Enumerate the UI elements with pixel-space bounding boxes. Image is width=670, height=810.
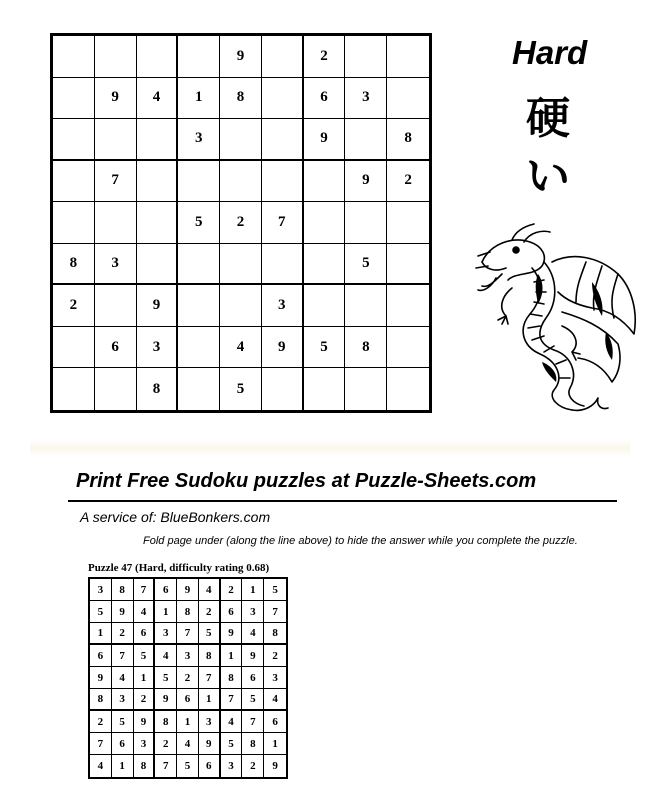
puzzle-cell [262, 368, 304, 410]
puzzle-cell: 6 [304, 78, 346, 120]
solution-cell: 6 [177, 689, 199, 711]
puzzle-cell [53, 327, 95, 369]
solution-cell: 5 [199, 623, 221, 645]
puzzle-cell [345, 36, 387, 78]
solution-cell: 8 [177, 601, 199, 623]
solution-cell: 1 [134, 667, 156, 689]
solution-cell: 6 [134, 623, 156, 645]
puzzle-cell [304, 368, 346, 410]
puzzle-cell: 5 [345, 244, 387, 286]
solution-cell: 1 [221, 645, 243, 667]
solution-title: Puzzle 47 (Hard, difficulty rating 0.68) [88, 562, 270, 574]
puzzle-cell [387, 202, 429, 244]
solution-cell: 8 [90, 689, 112, 711]
puzzle-cell [220, 244, 262, 286]
fold-band [30, 440, 630, 456]
puzzle-cell: 9 [304, 119, 346, 161]
dragon-illustration [472, 222, 642, 414]
solution-cell: 7 [221, 689, 243, 711]
puzzle-cell [220, 161, 262, 203]
puzzle-cell: 7 [262, 202, 304, 244]
solution-cell: 6 [264, 711, 286, 733]
puzzle-cell [178, 368, 220, 410]
sudoku-solution-grid [88, 577, 288, 779]
solution-cell: 9 [199, 733, 221, 755]
puzzle-cell [220, 285, 262, 327]
puzzle-cell: 2 [220, 202, 262, 244]
solution-cell: 9 [272, 760, 278, 772]
solution-cell: 3 [177, 645, 199, 667]
puzzle-cell: 9 [220, 36, 262, 78]
solution-cell: 9 [177, 579, 199, 601]
solution-cell: 7 [90, 733, 112, 755]
puzzle-cell [387, 36, 429, 78]
solution-cell: 6 [199, 755, 221, 777]
puzzle-cell [53, 368, 95, 410]
puzzle-cell [53, 202, 95, 244]
solution-cell: 3 [112, 689, 134, 711]
puzzle-cell [387, 368, 429, 410]
puzzle-cell [304, 244, 346, 286]
solution-cell: 7 [264, 601, 286, 623]
sudoku-puzzle-grid [50, 33, 432, 413]
site-title: Print Free Sudoku puzzles at Puzzle-Sheets.com [76, 470, 537, 492]
puzzle-cell: 4 [137, 78, 179, 120]
puzzle-cell [262, 78, 304, 120]
puzzle-cell: 3 [178, 119, 220, 161]
puzzle-cell [137, 161, 179, 203]
puzzle-cell: 2 [387, 161, 429, 203]
solution-cell: 2 [264, 645, 286, 667]
service-credit: A service of: BlueBonkers.com [80, 509, 271, 525]
solution-cell: 8 [242, 733, 264, 755]
puzzle-cell [178, 327, 220, 369]
puzzle-cell [95, 368, 137, 410]
solution-cell: 9 [242, 645, 264, 667]
solution-cell: 2 [112, 623, 134, 645]
solution-cell: 7 [177, 623, 199, 645]
solution-cell: 1 [264, 733, 286, 755]
solution-cell: 1 [242, 579, 264, 601]
puzzle-cell [387, 244, 429, 286]
puzzle-cell: 8 [53, 244, 95, 286]
solution-cell: 3 [221, 755, 243, 777]
kanji-difficulty-label: 硬い [526, 93, 570, 202]
solution-cell: 9 [112, 601, 134, 623]
solution-cell: 5 [264, 579, 286, 601]
solution-cell: 9 [155, 689, 177, 711]
puzzle-cell [53, 119, 95, 161]
solution-cell: 5 [90, 601, 112, 623]
solution-cell: 8 [112, 579, 134, 601]
puzzle-cell: 3 [345, 78, 387, 120]
solution-cell: 8 [199, 645, 221, 667]
solution-cell: 5 [112, 711, 134, 733]
puzzle-cell [95, 285, 137, 327]
puzzle-cell [178, 36, 220, 78]
solution-cell: 1 [199, 689, 221, 711]
puzzle-cell [304, 285, 346, 327]
solution-cell: 5 [155, 667, 177, 689]
solution-cell: 3 [242, 601, 264, 623]
puzzle-cell [262, 36, 304, 78]
solution-cell: 7 [134, 579, 156, 601]
puzzle-cell: 9 [262, 327, 304, 369]
puzzle-cell [387, 78, 429, 120]
solution-cell: 7 [242, 711, 264, 733]
fold-instruction: Fold page under (along the line above) to hide the answer while you complete the puzzle. [143, 535, 578, 547]
solution-cell: 1 [90, 623, 112, 645]
solution-cell: 2 [134, 689, 156, 711]
puzzle-cell: 7 [95, 161, 137, 203]
puzzle-cell [262, 161, 304, 203]
puzzle-cell [387, 285, 429, 327]
solution-cell: 4 [112, 667, 134, 689]
puzzle-cell [137, 202, 179, 244]
solution-cell: 9 [221, 623, 243, 645]
solution-cell: 4 [264, 689, 286, 711]
solution-cell: 4 [134, 601, 156, 623]
puzzle-cell [95, 119, 137, 161]
solution-cell: 4 [221, 711, 243, 733]
solution-cell: 6 [242, 667, 264, 689]
puzzle-cell: 5 [304, 327, 346, 369]
puzzle-cell: 2 [53, 285, 95, 327]
solution-cell: 3 [90, 579, 112, 601]
puzzle-cell [345, 202, 387, 244]
puzzle-cell: 4 [220, 327, 262, 369]
solution-cell: 2 [199, 601, 221, 623]
puzzle-cell: 5 [178, 202, 220, 244]
puzzle-cell [262, 119, 304, 161]
puzzle-cell: 8 [345, 327, 387, 369]
solution-cell: 1 [155, 601, 177, 623]
solution-cell: 8 [221, 667, 243, 689]
difficulty-label: Hard [512, 34, 588, 71]
puzzle-cell [220, 119, 262, 161]
puzzle-cell: 1 [178, 78, 220, 120]
puzzle-cell: 8 [387, 119, 429, 161]
puzzle-cell [95, 202, 137, 244]
solution-cell: 6 [90, 645, 112, 667]
solution-cell: 1 [177, 711, 199, 733]
solution-cell: 6 [112, 733, 134, 755]
puzzle-cell [304, 161, 346, 203]
solution-cell: 8 [134, 755, 156, 777]
puzzle-cell [345, 368, 387, 410]
puzzle-cell: 6 [95, 327, 137, 369]
puzzle-cell [53, 161, 95, 203]
puzzle-cell [137, 244, 179, 286]
solution-cell: 4 [199, 579, 221, 601]
solution-cell: 4 [242, 623, 264, 645]
solution-cell: 2 [177, 667, 199, 689]
solution-cell: 2 [221, 579, 243, 601]
solution-cell: 8 [155, 711, 177, 733]
puzzle-cell [178, 244, 220, 286]
puzzle-cell [345, 119, 387, 161]
puzzle-cell: 8 [220, 78, 262, 120]
solution-cell: 3 [199, 711, 221, 733]
solution-cell: 5 [177, 755, 199, 777]
solution-cell: 3 [134, 733, 156, 755]
puzzle-cell: 2 [304, 36, 346, 78]
fold-line [68, 500, 617, 502]
puzzle-cell: 8 [137, 368, 179, 410]
puzzle-cell [304, 202, 346, 244]
puzzle-cell [387, 327, 429, 369]
solution-cell: 8 [264, 623, 286, 645]
puzzle-cell [95, 36, 137, 78]
solution-cell: 2 [155, 733, 177, 755]
puzzle-cell: 3 [137, 327, 179, 369]
solution-cell: 9 [90, 667, 112, 689]
solution-cell: 7 [155, 755, 177, 777]
solution-cell: 6 [221, 601, 243, 623]
puzzle-cell: 3 [95, 244, 137, 286]
solution-cell: 5 [221, 733, 243, 755]
puzzle-cell [178, 285, 220, 327]
solution-cell: 5 [242, 689, 264, 711]
solution-cell: 6 [155, 579, 177, 601]
puzzle-cell [345, 285, 387, 327]
puzzle-cell [137, 36, 179, 78]
solution-cell: 4 [177, 733, 199, 755]
solution-cell: 4 [90, 755, 112, 777]
solution-cell: 7 [112, 645, 134, 667]
puzzle-cell [137, 119, 179, 161]
puzzle-cell [178, 161, 220, 203]
puzzle-cell: 9 [137, 285, 179, 327]
puzzle-cell: 5 [220, 368, 262, 410]
solution-cell: 3 [155, 623, 177, 645]
puzzle-cell: 3 [262, 285, 304, 327]
solution-cell: 2 [242, 755, 264, 777]
solution-cell: 5 [134, 645, 156, 667]
solution-cell: 4 [155, 645, 177, 667]
puzzle-cell: 9 [345, 161, 387, 203]
solution-cell: 7 [199, 667, 221, 689]
puzzle-cell: 9 [95, 78, 137, 120]
puzzle-cell [262, 244, 304, 286]
solution-cell: 9 [134, 711, 156, 733]
puzzle-cell [53, 36, 95, 78]
solution-cell: 1 [112, 755, 134, 777]
solution-cell: 3 [264, 667, 286, 689]
puzzle-cell [53, 78, 95, 120]
solution-cell: 2 [90, 711, 112, 733]
